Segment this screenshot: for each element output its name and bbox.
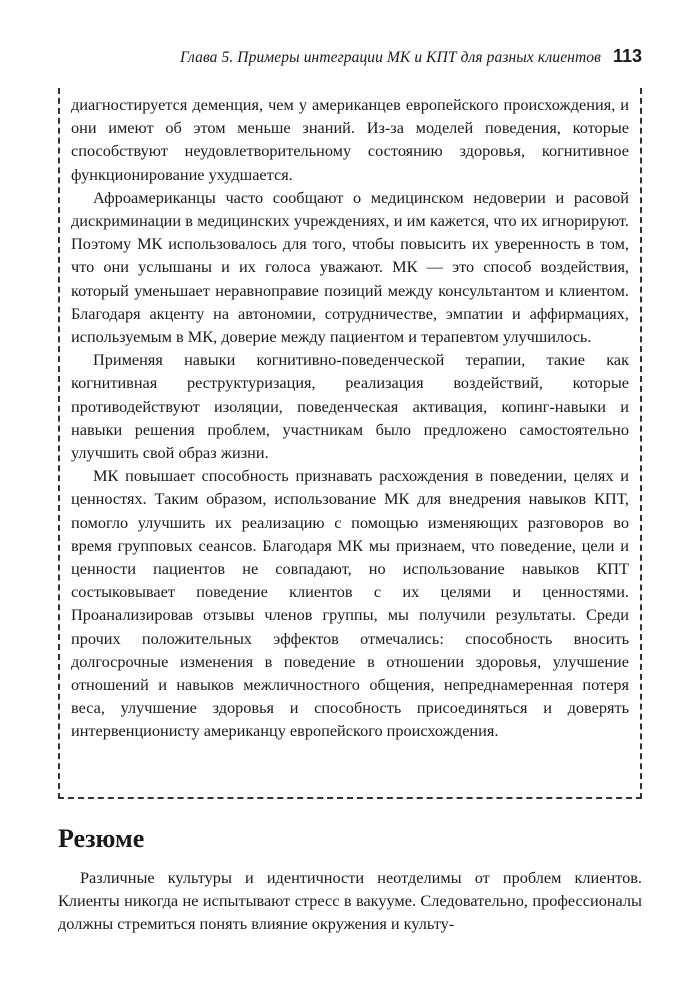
box-paragraph: МК повышает способность признавать расхождения в поведении, целях и ценностях. Таким образом, использование МК для внедрения навыков КПТ, помогло улучшить их реализацию с помощью изменяющих разговоров во время групповых сеансов. Благодаря МК мы признаем, что поведение, цели и ценности пациентов не совпадают, но использование навыков КПТ состыковывает поведение клиентов с их целями и ценностями. Проанализировав отзывы членов группы, мы получили результаты. Среди прочих положительных эффектов отмечались: способность вносить долгосрочные изменения в поведение в отношении здоровья, улучшение отношений и навыков межличностного общения, непреднамеренная потеря веса, улучшение здоровья и способность присоединяться и доверять интервенционисту американцу европейского происхождения. (71, 466, 629, 741)
dashed-sidebar-box (58, 88, 642, 799)
summary-paragraph: Различные культуры и идентичности неотделимы от проблем клиентов. Клиенты никогда не испытывают стресс в вакууме. Следовательно, профессионалы должны стремиться понять влияние окружения и культу- (58, 868, 642, 934)
box-paragraph: Афроамериканцы часто сообщают о медицинском недоверии и расовой дискриминации в медицинских учреждениях, и им кажется, что их игнорируют. Поэтому МК использовалось для того, чтобы повысить их уверенность в том, что они услышаны и их голоса уважают. МК — это способ воздействия, который уменьшает неравноправие позиций между консультантом и клиентом. Благодаря акценту на автономии, сотрудничестве, эмпатии и аффирмациях, используемым в МК, доверие между пациентом и терапевтом улучшилось. (71, 187, 629, 347)
box-paragraph: диагностируется деменция, чем у американцев европейского происхождения, и они имеют об этом меньше знаний. Из-за моделей поведения, которые способствуют неудовлетворительному состоянию здоровья, когнитивное функционирование ухудшается. (71, 95, 629, 184)
summary-body (58, 866, 642, 936)
section-heading-summary: Резюме (58, 824, 145, 853)
box-paragraph: Применяя навыки когнитивно-поведенческой терапии, такие как когнитивная реструктуризация, реализация воздействий, которые противодействуют изоляции, поведенческая активация, копинг-навыки и навыки решения проблем, участникам было предложено самостоятельно улучшить свой образ жизни. (71, 350, 629, 463)
chapter-running-title: Глава 5. Примеры интеграции МК и КПТ для разных клиентов (179, 49, 601, 66)
page-number: 113 (612, 46, 642, 66)
running-header (58, 46, 642, 67)
